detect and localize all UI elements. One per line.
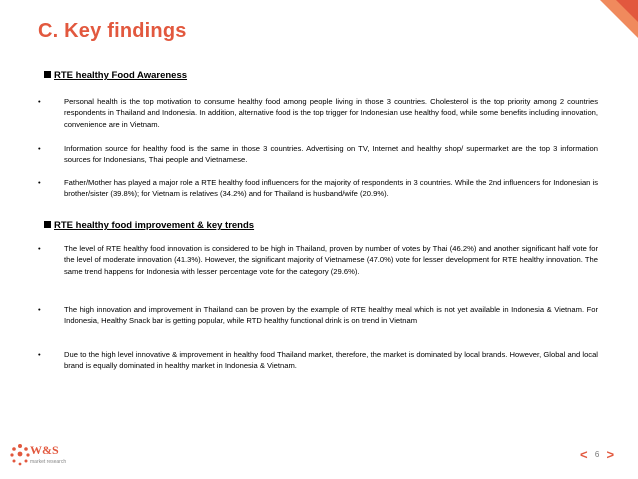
logo-text: W&S <box>30 443 59 457</box>
pagination <box>580 447 614 462</box>
list-item-text: Father/Mother has played a major role a RTE healthy food influencers for the majority of respondents in 3 countries. While the 2nd influencers for Indonesian is brother/sister (39.8%); for Vietnam is relatives (34.2%) and for Thailand is husband/wife (20.9%). <box>64 178 598 199</box>
bullet-icon: • <box>38 244 41 253</box>
square-bullet-icon <box>44 71 51 78</box>
logo-subtitle: market research <box>30 459 67 465</box>
section-heading-improvement <box>44 220 254 231</box>
bullet-icon: • <box>38 97 41 106</box>
page-number: 6 <box>594 450 600 459</box>
prev-page-button[interactable]: < <box>580 447 588 462</box>
section-heading-text: RTE healthy food improvement & key trends <box>54 220 255 231</box>
bullet-icon: • <box>38 305 41 314</box>
slide-title: C. Key findings <box>38 20 187 42</box>
list-item-text: The level of RTE healthy food innovation is considered to be high in Thailand, proven by number of votes by Thai (46.2%) and another significant half vote for the level of moderate innovation (41.3%). However, the significant majority of Vietnamese (47.0%) vote for lesser development for RTE healthy innovation. The same trend happens for Indonesia with lesser percentage vote for the category (29.6%). <box>64 244 598 276</box>
list-item-text: Personal health is the top motivation to consume healthy food among people living in those 3 countries. Cholesterol is the top priority among 2 countries respondents in Thailand and Indonesia. In addition, alternative food is the top trigger for Indonesian use healthy food, while some benefits including innovation, convenience are in Vietnam. <box>64 97 598 129</box>
list-item-text: Information source for healthy food is the same in those 3 countries. Advertising on TV, Internet and healthy shop/ supermarket are the top 3 information sources for Indonesians, Thai people and Vietnamese. <box>64 144 598 165</box>
list-item-text: Due to the high level innovative & improvement in healthy food Thailand market, therefore, the market is dominated by local brands. However, Global and local brand is equally dominated in healthy market in Indonesia & Vietnam. <box>64 350 598 371</box>
section-heading-text: RTE healthy Food Awareness <box>54 70 188 81</box>
section-heading-awareness <box>44 70 187 81</box>
next-page-button[interactable]: > <box>606 447 615 462</box>
bullet-icon: • <box>38 178 41 187</box>
list-item-text: The high innovation and improvement in Thailand can be proven by the example of RTE healthy meal which is not yet available in Indonesia & Vietnam. For Indonesia, Healthy Snack bar is getting popular, while RTD healthy functional drink is on trend in Vietnam <box>64 305 598 326</box>
square-bullet-icon <box>44 221 51 228</box>
bullet-icon: • <box>38 144 41 153</box>
corner-decoration <box>586 0 638 52</box>
bullet-icon: • <box>38 350 41 359</box>
